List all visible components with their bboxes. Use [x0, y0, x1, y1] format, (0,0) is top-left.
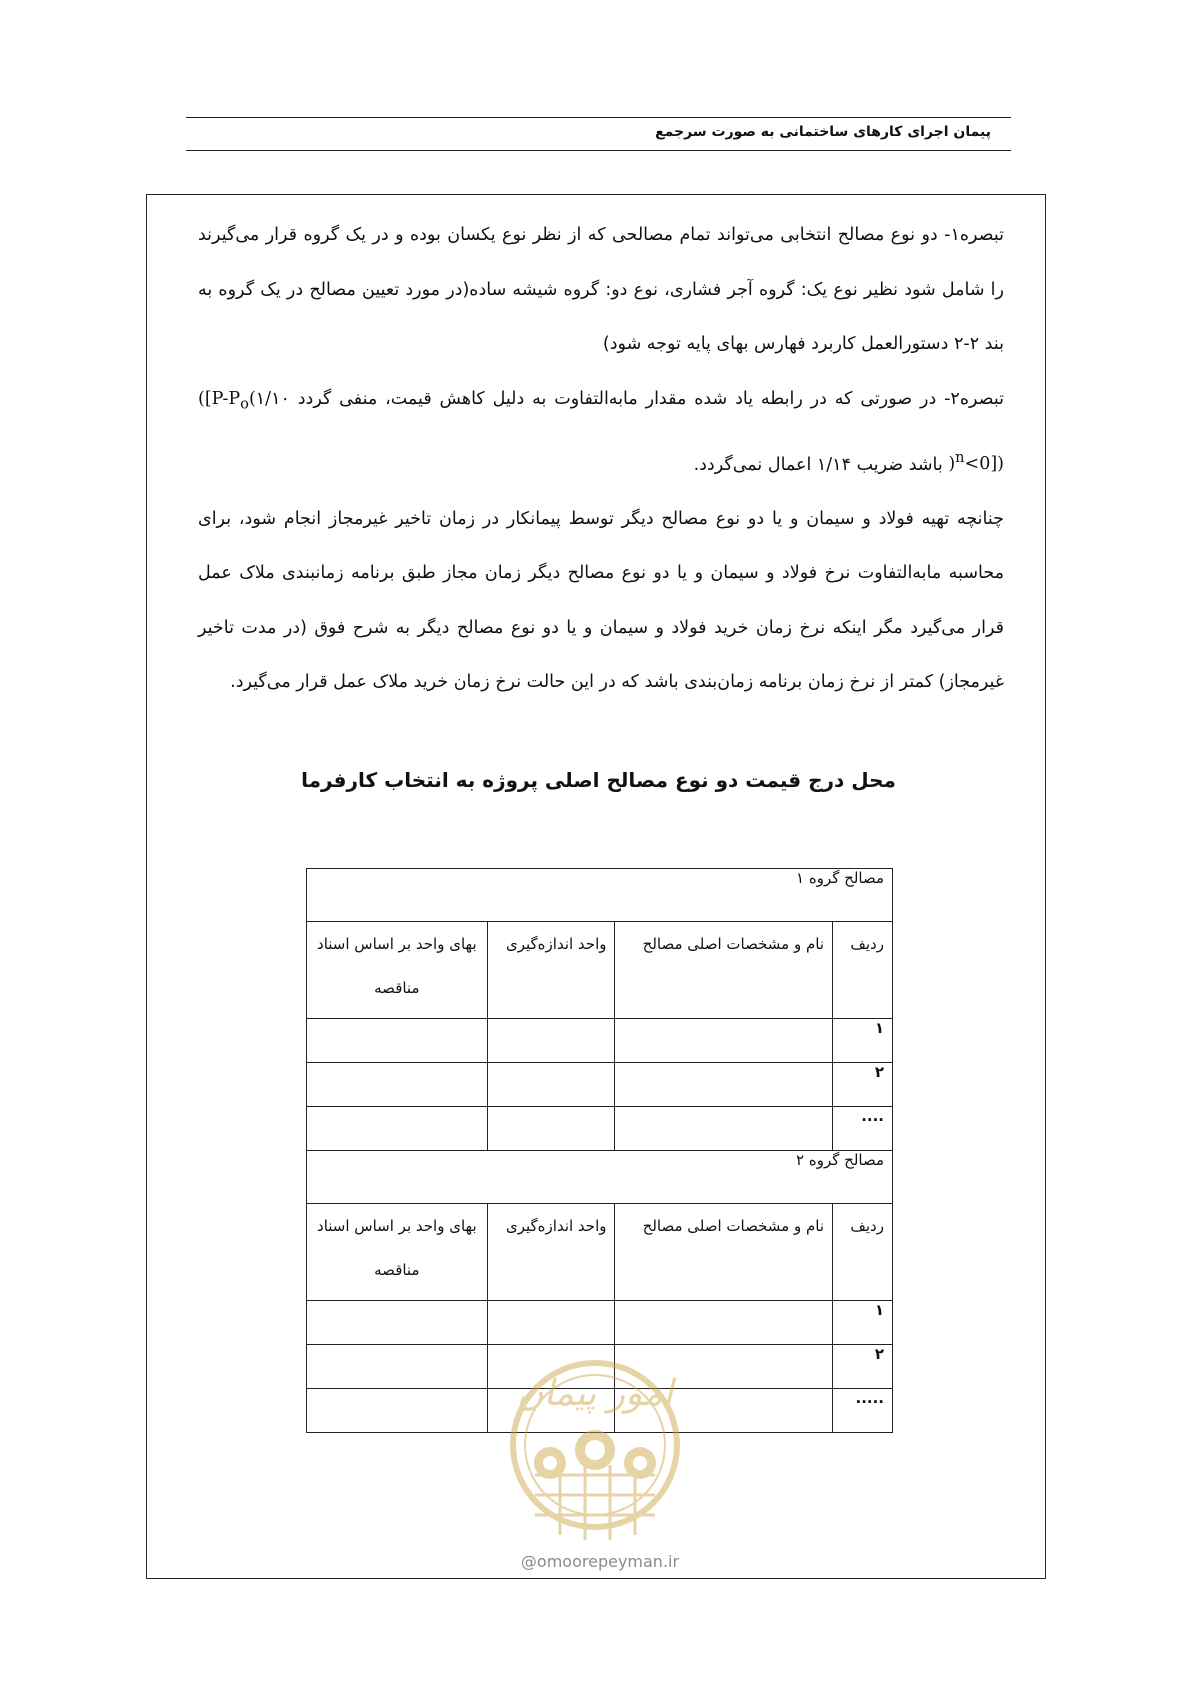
- col-header-unit-price: بهای واحد بر اساس اسناد مناقصه: [307, 1204, 488, 1301]
- unit-cell[interactable]: [487, 1019, 615, 1063]
- paragraph: چنانچه تهیه فولاد و سیمان و یا دو نوع مصالح دیگر توسط پیمانکار در زمان تاخیر غیرمجاز انجام شود، برای محاسبه مابه‌التفاوت نرخ فولاد و سیمان و یا دو نوع مصالح دیگر زمان مجاز طبق برنامه زمانبندی ملاک عمل قرار می‌گیرد مگر اینکه نرخ زمان خرید فولاد و سیمان و یا دو نوع مصالح دیگر به شرح فوق (در مدت تاخیر غیرمجاز) کمتر از نرخ زمان برنامه زمان‌بندی باشد که در این حالت نرخ زمان خرید ملاک عمل قرار می‌گیرد.: [198, 508, 1004, 693]
- header-title: پیمان اجرای کارهای ساختمانی به صورت سرجمع: [655, 124, 991, 140]
- unit-price-cell[interactable]: [307, 1019, 488, 1063]
- column-header-row: [307, 922, 893, 1019]
- row-number: ۲: [833, 1063, 893, 1107]
- body-text: [198, 208, 1004, 710]
- unit-cell[interactable]: [487, 1063, 615, 1107]
- unit-price-cell[interactable]: [307, 1063, 488, 1107]
- formula-main: [P-P: [204, 388, 241, 409]
- unit-price-cell[interactable]: [307, 1345, 488, 1389]
- row-number: ....: [833, 1107, 893, 1151]
- table-row: [307, 1019, 893, 1063]
- watermark-logo-text: امور پیمان: [517, 1373, 673, 1414]
- row-number: .....: [833, 1389, 893, 1433]
- formula-sup: n: [955, 449, 965, 467]
- row-number: ۲: [833, 1345, 893, 1389]
- col-header-unit-price: بهای واحد بر اساس اسناد مناقصه: [307, 922, 488, 1019]
- header-top-rule: [186, 117, 1011, 118]
- unit-price-cell[interactable]: [307, 1389, 488, 1433]
- col-header-material-name: نام و مشخصات اصلی مصالح: [615, 922, 833, 1019]
- note-1: تبصره۱- دو نوع مصالح انتخابی می‌تواند تمام مصالحی که از نظر نوع یکسان بوده و در یک گروه قرار می‌گیرند را شامل شود نظیر نوع یک: گروه آجر فشاری، نوع دو: گروه شیشه ساده(در مورد تعیین مصالح در یک گروه به بند ۲-۲ دستورالعمل کاربرد فهارس بهای پایه توجه شود): [198, 225, 1004, 354]
- table-row: [307, 1301, 893, 1345]
- note-2-text: تبصره۲- در صورتی که در رابطه یاد شده مقدار مابه‌التفاوت به دلیل کاهش قیمت، منفی گردد: [297, 388, 1004, 409]
- row-number: ۱: [833, 1019, 893, 1063]
- unit-price-cell[interactable]: [307, 1301, 488, 1345]
- group-title: مصالح گروه ۱: [307, 869, 893, 922]
- unit-price-cell[interactable]: [307, 1107, 488, 1151]
- col-header-row-number: ردیف: [833, 922, 893, 1019]
- material-name-cell[interactable]: [615, 1301, 833, 1345]
- col-header-unit: واحد اندازه‌گیری: [487, 922, 615, 1019]
- row-number: ۱: [833, 1301, 893, 1345]
- formula-sub: o: [240, 395, 249, 412]
- header-bottom-rule: [186, 150, 1011, 151]
- unit-cell[interactable]: [487, 1107, 615, 1151]
- table-row: [307, 1063, 893, 1107]
- unit-cell[interactable]: [487, 1301, 615, 1345]
- group-title: مصالح گروه ۲: [307, 1151, 893, 1204]
- formula-close: ): [997, 454, 1004, 475]
- col-header-row-number: ردیف: [833, 1204, 893, 1301]
- material-name-cell[interactable]: [615, 1019, 833, 1063]
- col-header-unit: واحد اندازه‌گیری: [487, 1204, 615, 1301]
- formula-end: <0]: [964, 454, 998, 475]
- group-header-row: [307, 869, 893, 922]
- group-header-row: [307, 1151, 893, 1204]
- table-row: [307, 1107, 893, 1151]
- watermark-logo: [490, 1345, 700, 1565]
- formula-frac: (۱/۱۰ ): [248, 388, 956, 475]
- col-header-material-name: نام و مشخصات اصلی مصالح: [615, 1204, 833, 1301]
- material-name-cell[interactable]: [615, 1063, 833, 1107]
- watermark-url: @omoorepeyman.ir: [520, 1552, 680, 1571]
- formula-open: (: [198, 388, 205, 409]
- note-2: [198, 372, 1004, 492]
- section-title: محل درج قیمت دو نوع مصالح اصلی پروژه به انتخاب کارفرما: [301, 768, 896, 792]
- column-header-row: [307, 1204, 893, 1301]
- material-name-cell[interactable]: [615, 1107, 833, 1151]
- note-2-tail: باشد ضریب ۱/۱۴ اعمال نمی‌گردد.: [693, 454, 943, 475]
